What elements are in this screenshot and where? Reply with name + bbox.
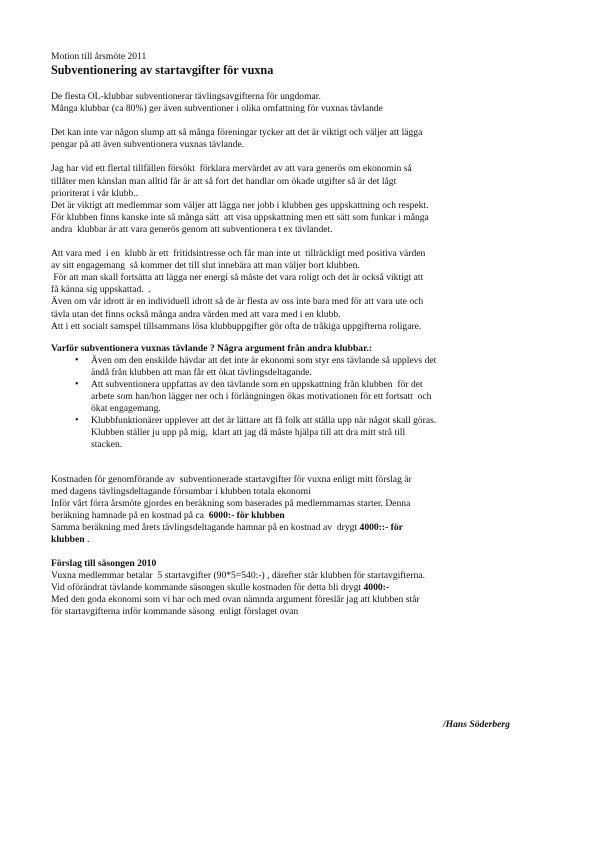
text-line: • Klubbfunktionärer upplever att det är lättare att få folk att ställa upp när något skall göras. [91,415,437,427]
proposal-heading: Förslag till säsongen 2010 [51,558,157,570]
list-item [51,415,551,451]
text-line: ökat engagemang. [91,403,161,415]
text-line: Det är viktigt att medlemmar som väljer att lägga ner jobb i klubben ges uppskattning och respekt. [51,199,429,211]
list-item [51,355,551,379]
text-line [51,522,551,534]
text-segment: beräkning hamnade på en kostnad på ca [51,509,209,521]
text-line: Kostnaden för genomförande av subventionerade startavgifter för vuxna enligt mitt förslag är [51,473,412,485]
text-segment: Vid oförändrat tävlande kommande säsongen skulle kostnaden för detta bli drygt [51,582,364,594]
text-line: tävla utan det finns också många andra värden med att vara med i en klubb. [51,308,341,320]
text-line: För klubben finns kanske inte så många sätt att visa uppskattning men ett sätt som funkar i många [51,211,429,223]
document-title: Subventionering av startavgifter för vuxna [51,63,274,78]
text-line: Jag har vid ett flertal tillfällen försökt förklara mervärdet av att vara generös om ekonomin så [51,163,412,175]
text-line: Även om vår idrott är en individuell idrott så de är flesta av oss inte bara med för att vara ute och [51,296,424,308]
cost-current-amount: 4000::- för [359,521,403,533]
text-line: andra klubbar är att vara generös genom att subventionera t ex tävlandet. [51,223,333,235]
paragraph-cost [51,474,551,547]
proposal-amount: 4000:- [363,582,390,594]
document-kicker: Motion till årsmöte 2011 [51,51,147,62]
arguments-list [51,355,551,452]
text-line: stacken. [91,439,123,451]
paragraph-proposal [51,558,551,618]
text-segment: klubben [51,534,85,545]
text-line: ändå från klubben att man får ett ökat tävlingsdeltagande. [91,366,312,378]
list-item [51,379,551,415]
text-line: Att i ett socialt samspel tillsammans lösa klubbuppgifter gör ofta de tråkiga uppgifterna roligare. [51,320,422,332]
text-line: Att vara med i en klubb är ett fritidsintresse och får man inte ut tillräckligt med positiva värden [51,248,426,260]
text-line: få känna sig uppskattad. . [51,284,151,296]
text-line: prioriterat i vår klubb.. [51,187,139,199]
arguments-heading: Varför subventionera vuxnas tävlande ? Några argument från andra klubbar.: [51,342,373,354]
text-segment: . [84,534,90,545]
signature: /Hans Söderberg [443,719,510,730]
text-line: för startavgifterna inför kommande säsong enligt förslaget ovan [51,606,299,618]
text-line [51,510,551,522]
text-segment: Samma beräkning med årets tävlingsdeltagande hamnar på en kostnad av drygt [51,521,360,533]
text-line: De flesta OL-klubbar subventionerar tävlingsavgifterna för ungdomar. [51,91,321,103]
text-line: • Även om den enskilde hävdar att det inte är ekonomi som styr ens tävlande så upplevs det [91,354,437,366]
cost-previous-amount: 6000:- för klubben [208,509,285,521]
text-line: pengar på att även subventionera vuxnas tävlande. [51,139,245,151]
paragraph-intro [51,91,551,115]
text-line [51,534,551,546]
text-line: med dagens tävlingsdeltagande försumbar i klubben totala ekonomi [51,485,311,497]
text-line: Med den goda ekonomi som vi har och med ovan nämnda argument föreslår jag att klubben står [51,594,420,606]
text-line [51,582,551,594]
text-line: tillåter men känslan man alltid får är att så fort det handlar om ökade utgifter så är det lågt [51,175,397,187]
text-line: • Att subventionera uppfattas av den tävlande som en uppskattning från klubben för det [91,378,423,390]
document-body [51,51,551,619]
text-line: Klubben ställer ju upp på mig, klart att jag då måste hjälpa till att dra mitt strå till [91,427,406,439]
text-line: Många klubbar (ca 80%) ger även subventioner i olika omfattning för vuxnas tävlande [51,103,383,115]
text-line: För att man skall fortsätta att lägga ner energi så måste det vara roligt och det är också viktigt att [51,272,424,284]
paragraph-no-coincidence [51,127,551,151]
paragraph-club-value [51,248,551,333]
text-line: arbete som han/hon lägger ner och i förlängningen ökas motivationen för ett fortsatt och [91,391,432,403]
text-line: Inför vårt förra årsmöte gjordes en beräkning som baserades på medlemmarnas starter. Denna [51,497,411,509]
text-line: Det kan inte var någon slump att så många föreningar tycker att det är viktigt och väljer att lägga [51,127,423,139]
text-line: Vuxna medlemmar betalar 5 startavgifter (90*5=540:-) , därefter står klubben för startavgifterna. [51,570,426,582]
paragraph-appreciation [51,163,551,236]
text-line: av sitt engagemang så kommer det till slut innebära att man väljer bort klubben. [51,260,360,272]
